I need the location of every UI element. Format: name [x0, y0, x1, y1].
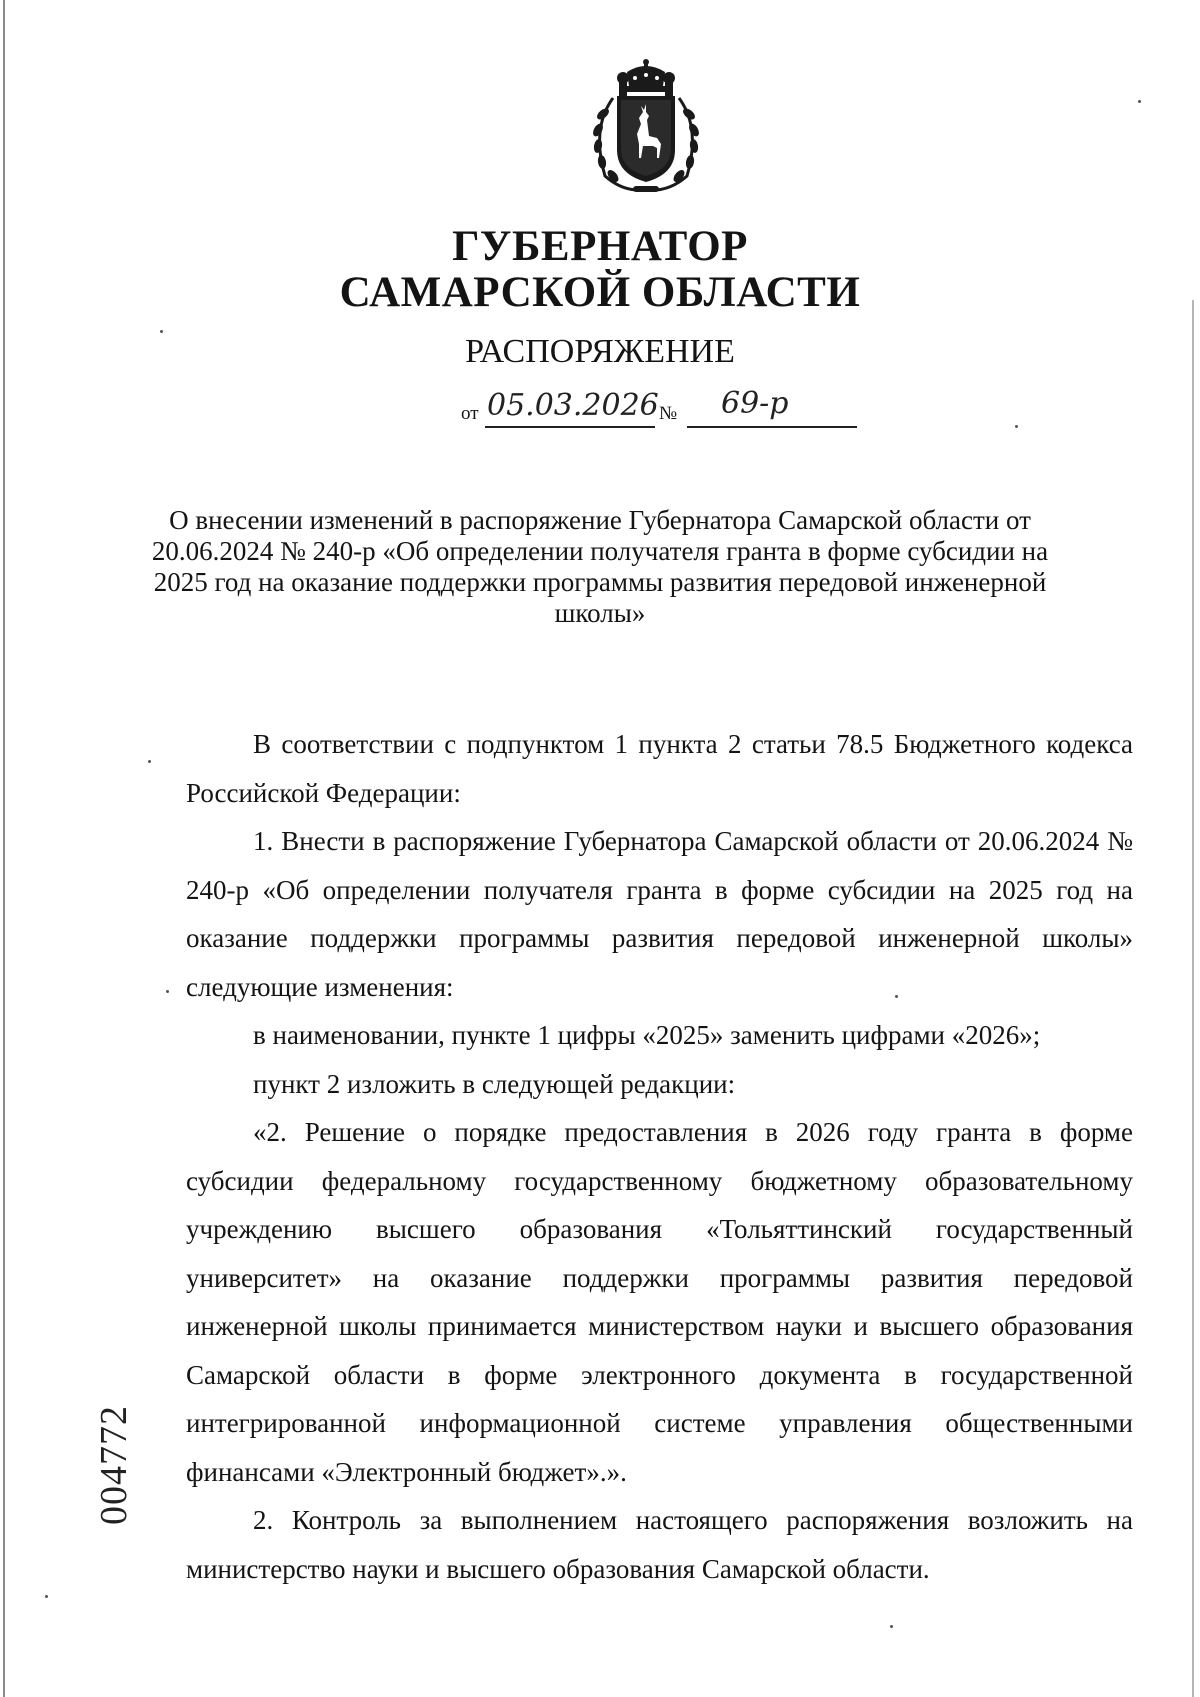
- coat-of-arms-icon: [583, 58, 709, 196]
- paragraph-item-2: 2. Контроль за выполнением настоящего распоряжения возложить на министерство науки и высшего образования Самарской области.: [186, 1505, 1133, 1584]
- scan-speck: [45, 1595, 48, 1598]
- paragraph-basis: В соответствии с подпунктом 1 пункта 2 статьи 78.5 Бюджетного кодекса Российской Федерации:: [186, 729, 1133, 808]
- paragraph-change-name: в наименовании, пункте 1 цифры «2025» заменить цифрами «2026»;: [253, 1020, 1041, 1050]
- date-underline: [485, 426, 655, 428]
- side-serial-number: 004772: [93, 1405, 135, 1525]
- scan-speck: [166, 990, 169, 993]
- document-body: [186, 720, 1133, 1593]
- authority-title-line1: ГУБЕРНАТОР: [452, 223, 748, 270]
- scan-edge-right: [1192, 300, 1194, 1697]
- date-prefix: от: [461, 403, 479, 424]
- document-type: РАСПОРЯЖЕНИЕ: [465, 333, 735, 370]
- paragraph-change-item-2: пункт 2 изложить в следующей редакции:: [253, 1068, 736, 1099]
- number-underline: [687, 426, 857, 428]
- number-prefix: №: [659, 403, 678, 424]
- handwritten-number: 69-р: [721, 386, 789, 421]
- scan-speck: [160, 330, 163, 333]
- date-number-line: [459, 386, 859, 432]
- paragraph-new-item-2: «2. Решение о порядке предоставления в 2026 году гранта в форме субсидии федеральному государственному бюджетному образовательному учреждению высшего образования «Тольяттинский государственный университет» на оказание поддержки программы развития передовой инженерной школы принимается министерством науки и высшего образования Самарской области в форме электронного документа в государственной интегрированной информационной системе управления общественными финансами «Электронный бюджет».».: [186, 1117, 1133, 1487]
- scan-speck: [1138, 100, 1141, 103]
- handwritten-date: 05.03.2026: [487, 388, 659, 423]
- scan-speck: [890, 1625, 893, 1628]
- document-subject: О внесении изменений в распоряжение Губернатора Самарской области от 20.06.2024 № 240-р «Об определении получателя гранта в форме субсидии на 2025 год на оказание поддержки программы развития передовой инженерной школы»: [151, 505, 1049, 628]
- scan-speck: [1015, 425, 1018, 428]
- scan-speck: [895, 995, 898, 998]
- scan-speck: [148, 760, 151, 763]
- authority-title-line2: САМАРСКОЙ ОБЛАСТИ: [339, 269, 861, 316]
- paragraph-item-1: 1. Внести в распоряжение Губернатора Самарской области от 20.06.2024 № 240-р «Об определении получателя гранта в форме субсидии на 2025 год на оказание поддержки программы развития передовой инженерной школы» следующие изменения:: [186, 826, 1133, 1002]
